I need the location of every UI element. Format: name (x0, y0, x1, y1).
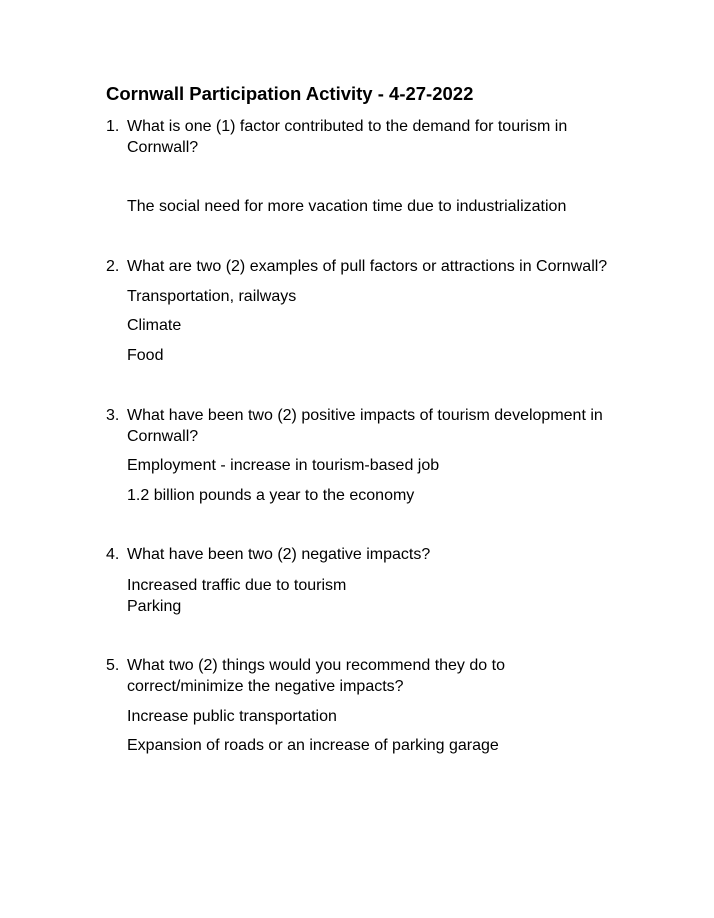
question-text: What have been two (2) negative impacts? (127, 546, 431, 563)
question-number: 2. (106, 258, 120, 275)
answer-4-1: Increased traffic due to tourism (127, 577, 347, 594)
answer-4-2: Parking (127, 598, 182, 615)
question-text: What two (2) things would you recommend they do to correct/minimize the negative impacts? (127, 657, 505, 695)
question-text: What is one (1) factor contributed to the demand for tourism in Cornwall? (127, 118, 568, 156)
answer-2-1: Transportation, railways (127, 288, 297, 305)
question-number: 5. (106, 657, 120, 674)
question-text: What are two (2) examples of pull factors or attractions in Cornwall? (127, 258, 608, 275)
answer-3-2: 1.2 billion pounds a year to the economy (127, 487, 415, 504)
document-title: Cornwall Participation Activity - 4-27-2022 (106, 83, 474, 104)
answer-3-1: Employment - increase in tourism-based job (127, 457, 440, 474)
question-number: 3. (106, 407, 120, 424)
answer-5-2: Expansion of roads or an increase of parking garage (127, 737, 499, 754)
answer-2-2: Climate (127, 317, 182, 334)
question-number: 1. (106, 118, 120, 135)
answer-2-3: Food (127, 347, 164, 364)
answer-1-1: The social need for more vacation time due to industrialization (127, 198, 567, 215)
question-number: 4. (106, 546, 120, 563)
answer-5-1: Increase public transportation (127, 708, 337, 725)
question-text: What have been two (2) positive impacts of tourism development in Cornwall? (127, 407, 603, 445)
